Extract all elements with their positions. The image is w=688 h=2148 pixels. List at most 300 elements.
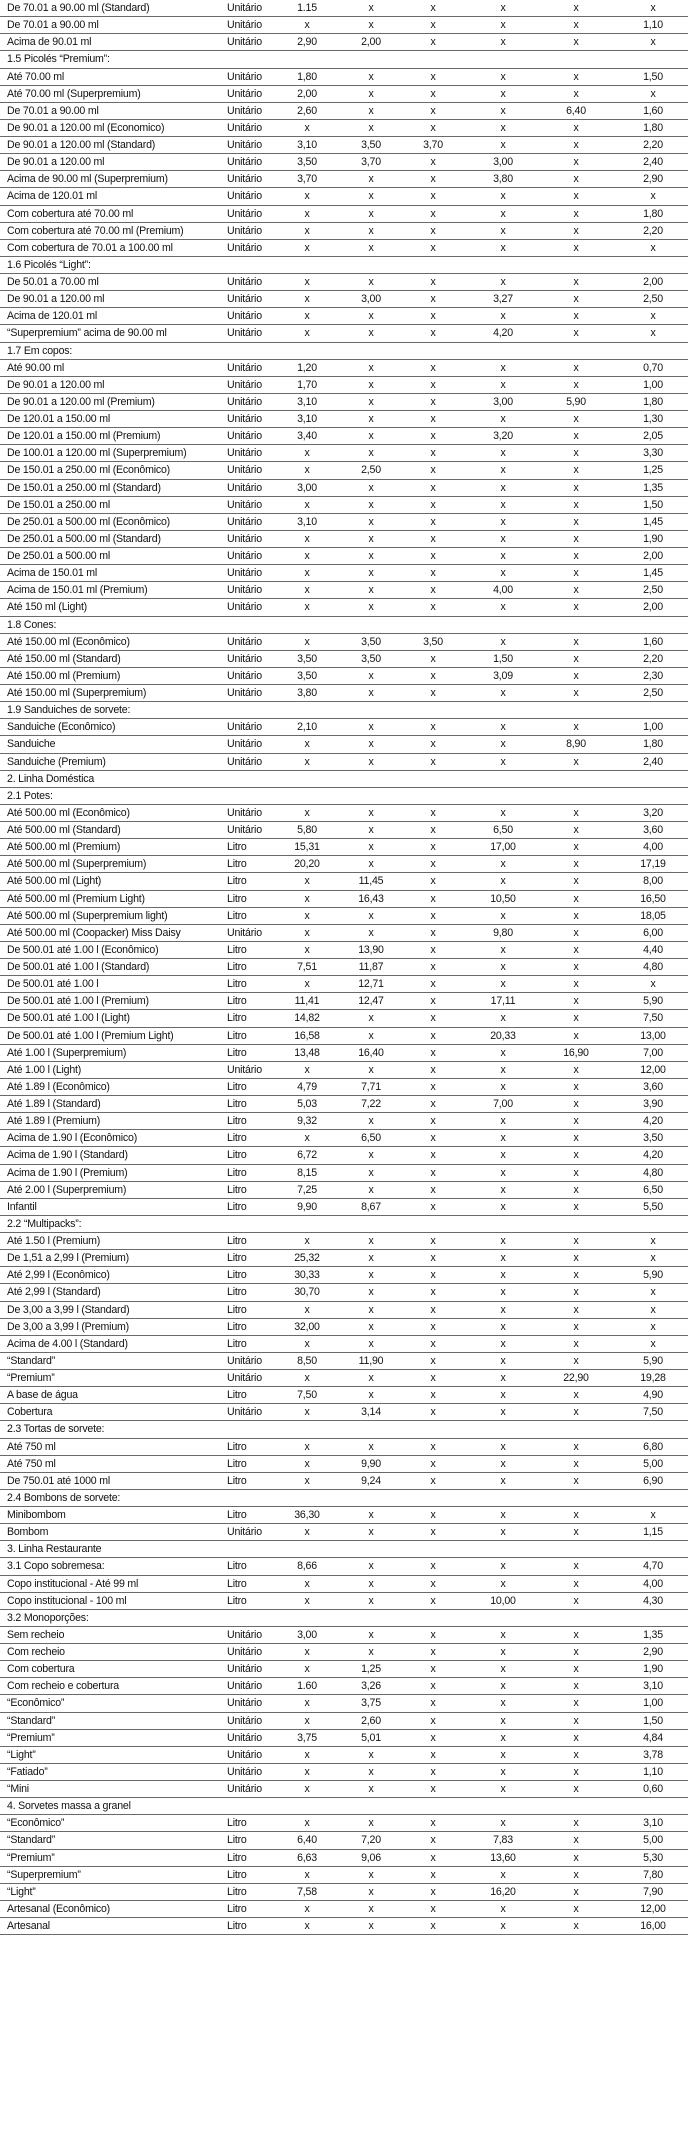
row-label: Até 2,99 l (Econômico) xyxy=(7,1269,110,1282)
price-cell-2: 1,25 xyxy=(361,1663,381,1676)
price-cell-3: x xyxy=(430,481,436,494)
row-label: Cobertura xyxy=(7,1406,53,1419)
price-cell-2: x xyxy=(368,1337,374,1350)
section-heading-row xyxy=(0,51,688,68)
row-label: Acima de 90.00 ml (Superpremium) xyxy=(7,173,168,186)
price-cell-6: 5,00 xyxy=(643,1834,663,1847)
price-cell-1: x xyxy=(304,1902,310,1915)
price-cell-4: x xyxy=(500,1012,506,1025)
price-cell-4: x xyxy=(500,635,506,648)
price-cell-3: x xyxy=(430,1440,436,1453)
price-cell-2: 3,50 xyxy=(361,635,381,648)
table-row xyxy=(0,154,688,171)
price-cell-1: 11,41 xyxy=(294,995,320,1008)
price-cell-4: 3,27 xyxy=(493,293,513,306)
price-cell-6: 2,30 xyxy=(643,669,663,682)
price-cell-2: x xyxy=(368,738,374,751)
price-cell-1: x xyxy=(304,1337,310,1350)
price-cell-3: x xyxy=(430,1389,436,1402)
table-row xyxy=(0,514,688,531)
price-cell-6: x xyxy=(650,1286,656,1299)
table-row xyxy=(0,291,688,308)
price-cell-5: x xyxy=(573,1320,579,1333)
price-cell-2: x xyxy=(368,1166,374,1179)
price-cell-1: 1,20 xyxy=(297,361,317,374)
price-cell-6: 6,80 xyxy=(643,1440,663,1453)
row-unit: Unitário xyxy=(227,601,262,614)
price-cell-5: x xyxy=(573,1029,579,1042)
price-cell-1: x xyxy=(304,875,310,888)
price-cell-2: 3,14 xyxy=(361,1406,381,1419)
table-row xyxy=(0,1884,688,1901)
row-label: Artesanal xyxy=(7,1920,50,1932)
row-label: Até 500.00 ml (Coopacker) Miss Daisy xyxy=(7,926,181,939)
row-label: Até 70.00 ml (Superpremium) xyxy=(7,87,141,100)
price-cell-1: x xyxy=(304,1920,310,1932)
price-cell-2: 9,06 xyxy=(361,1851,381,1864)
price-cell-2: x xyxy=(368,687,374,699)
table-row xyxy=(0,497,688,514)
row-unit: Litro xyxy=(227,1132,247,1145)
price-cell-5: x xyxy=(573,601,579,614)
price-cell-1: 3,50 xyxy=(297,652,317,665)
price-cell-2: x xyxy=(368,584,374,597)
price-cell-1: x xyxy=(304,755,310,768)
price-cell-4: x xyxy=(500,2,506,14)
price-cell-3: x xyxy=(430,806,436,819)
price-cell-1: x xyxy=(304,224,310,237)
price-cell-5: x xyxy=(573,943,579,956)
price-cell-1: x xyxy=(304,447,310,460)
price-cell-5: x xyxy=(573,1457,579,1470)
price-cell-4: x xyxy=(500,104,506,117)
price-cell-3: x xyxy=(430,1680,436,1693)
row-label: “Premium” xyxy=(7,1731,55,1744)
price-cell-3: x xyxy=(430,224,436,237)
price-cell-6: x xyxy=(650,2,656,14)
table-row xyxy=(0,925,688,942)
row-unit: Unitário xyxy=(227,1063,262,1076)
price-cell-6: 7,00 xyxy=(643,1046,663,1059)
price-cell-6: 1,00 xyxy=(643,378,663,391)
row-label: De 3,00 a 3,99 l (Standard) xyxy=(7,1303,130,1316)
price-cell-5: x xyxy=(573,413,579,425)
price-cell-1: x xyxy=(304,1783,310,1795)
row-label: 2.3 Tortas de sorvete: xyxy=(7,1423,105,1436)
row-label: “Premium” xyxy=(7,1851,55,1864)
table-row xyxy=(0,411,688,428)
price-cell-2: x xyxy=(368,19,374,32)
price-cell-2: x xyxy=(368,1440,374,1453)
price-cell-2: x xyxy=(368,1063,374,1076)
section-heading-row xyxy=(0,788,688,805)
price-cell-3: x xyxy=(430,584,436,597)
table-row xyxy=(0,1747,688,1764)
price-cell-6: 2,05 xyxy=(643,430,663,443)
price-cell-4: x xyxy=(500,1320,506,1333)
table-row xyxy=(0,1199,688,1216)
row-label: Até 1.89 l (Premium) xyxy=(7,1115,101,1128)
price-cell-4: x xyxy=(500,1252,506,1265)
row-label: “Standard” xyxy=(7,1354,56,1367)
price-cell-1: 7,51 xyxy=(297,961,317,973)
price-cell-6: 4,30 xyxy=(643,1594,663,1607)
price-cell-3: x xyxy=(430,361,436,374)
row-label: Até 500.00 ml (Superpremium) xyxy=(7,858,147,871)
price-cell-4: x xyxy=(500,1765,506,1778)
price-cell-1: 3,00 xyxy=(297,1628,317,1641)
price-cell-4: x xyxy=(500,1406,506,1419)
price-cell-4: x xyxy=(500,1868,506,1881)
price-cell-6: 3,60 xyxy=(643,824,663,836)
section-heading-row xyxy=(0,1610,688,1627)
price-cell-5: x xyxy=(573,1714,579,1727)
price-cell-5: x xyxy=(573,515,579,528)
price-cell-4: x xyxy=(500,1509,506,1521)
row-unit: Unitário xyxy=(227,1783,262,1795)
row-unit: Litro xyxy=(227,1885,247,1898)
row-unit: Unitário xyxy=(227,361,262,374)
row-unit: Litro xyxy=(227,1560,247,1573)
table-row xyxy=(0,1404,688,1421)
row-label: “Premium” xyxy=(7,1372,55,1384)
row-label: “Light” xyxy=(7,1748,36,1761)
price-cell-4: x xyxy=(500,601,506,614)
row-unit: Unitário xyxy=(227,447,262,460)
price-cell-1: x xyxy=(304,1406,310,1419)
price-cell-2: x xyxy=(368,909,374,922)
row-unit: Unitário xyxy=(227,1628,262,1641)
row-unit: Litro xyxy=(227,995,247,1008)
row-label: Até 500.00 ml (Standard) xyxy=(7,824,121,836)
price-cell-5: x xyxy=(573,926,579,939)
price-cell-6: 2,50 xyxy=(643,687,663,699)
price-cell-2: x xyxy=(368,1902,374,1915)
price-cell-4: x xyxy=(500,121,506,134)
price-cell-5: x xyxy=(573,1851,579,1864)
price-cell-2: x xyxy=(368,841,374,854)
row-unit: Litro xyxy=(227,961,247,973)
price-cell-5: x xyxy=(573,584,579,597)
price-cell-6: 12,00 xyxy=(640,1063,666,1076)
row-unit: Unitário xyxy=(227,806,262,819)
price-cell-4: 13,60 xyxy=(490,1851,516,1864)
row-label: Acima de 120.01 ml xyxy=(7,190,98,203)
row-label: Sanduiche xyxy=(7,738,56,751)
table-row xyxy=(0,1267,688,1284)
row-label: Até 1.89 l (Standard) xyxy=(7,1098,101,1110)
price-cell-2: x xyxy=(368,1577,374,1590)
price-cell-2: 3,70 xyxy=(361,156,381,169)
price-cell-6: 3,30 xyxy=(643,447,663,460)
row-unit: Litro xyxy=(227,1166,247,1179)
row-unit: Litro xyxy=(227,1920,247,1932)
price-cell-2: x xyxy=(368,378,374,391)
price-cell-5: x xyxy=(573,1560,579,1573)
section-heading-row xyxy=(0,343,688,360)
price-cell-6: 1,60 xyxy=(643,635,663,648)
price-cell-1: 8,50 xyxy=(297,1354,317,1367)
row-label: Com cobertura xyxy=(7,1663,75,1676)
price-cell-3: x xyxy=(430,1286,436,1299)
price-cell-2: x xyxy=(368,1509,374,1521)
price-cell-3: x xyxy=(430,87,436,100)
price-cell-2: x xyxy=(368,310,374,323)
price-cell-6: 1,30 xyxy=(643,413,663,425)
price-cell-2: x xyxy=(368,190,374,203)
table-row xyxy=(0,531,688,548)
row-unit: Litro xyxy=(227,1851,247,1864)
row-unit: Unitário xyxy=(227,139,262,151)
price-cell-2: x xyxy=(368,1817,374,1830)
price-cell-1: 16,58 xyxy=(294,1029,320,1042)
row-unit: Unitário xyxy=(227,1646,262,1658)
row-label: Até 500.00 ml (Econômico) xyxy=(7,806,130,819)
row-unit: Litro xyxy=(227,1183,247,1196)
price-cell-1: 4,79 xyxy=(297,1080,317,1093)
row-unit: Litro xyxy=(227,1252,247,1265)
price-cell-5: x xyxy=(573,858,579,871)
price-cell-6: x xyxy=(650,1509,656,1521)
price-cell-6: 1,10 xyxy=(643,1765,663,1778)
price-cell-3: x xyxy=(430,430,436,443)
price-cell-5: x xyxy=(573,121,579,134)
row-unit: Litro xyxy=(227,1577,247,1590)
table-row xyxy=(0,856,688,873)
price-cell-2: 2,60 xyxy=(361,1714,381,1727)
row-unit: Unitário xyxy=(227,687,262,699)
row-unit: Unitário xyxy=(227,652,262,665)
price-cell-1: x xyxy=(304,1594,310,1607)
table-row xyxy=(0,1370,688,1387)
price-cell-6: 6,00 xyxy=(643,926,663,939)
row-unit: Litro xyxy=(227,1012,247,1025)
price-cell-4: x xyxy=(500,550,506,562)
row-label: Até 1.00 l (Light) xyxy=(7,1063,82,1076)
price-cell-1: x xyxy=(304,1663,310,1676)
price-cell-3: x xyxy=(430,858,436,871)
row-label: De 500.01 até 1.00 l (Econômico) xyxy=(7,943,159,956)
price-cell-1: 2,60 xyxy=(297,104,317,117)
price-cell-6: 5,00 xyxy=(643,1457,663,1470)
row-label: 1.6 Picolés “Light”: xyxy=(7,258,91,271)
price-cell-2: x xyxy=(368,70,374,83)
row-unit: Unitário xyxy=(227,755,262,768)
price-cell-5: x xyxy=(573,1132,579,1145)
price-cell-4: 1,50 xyxy=(493,652,513,665)
price-cell-3: x xyxy=(430,1063,436,1076)
row-unit: Litro xyxy=(227,892,247,905)
table-row xyxy=(0,1113,688,1130)
price-cell-3: x xyxy=(430,1783,436,1795)
price-cell-3: x xyxy=(430,1817,436,1830)
price-cell-1: x xyxy=(304,926,310,939)
price-cell-5: x xyxy=(573,1474,579,1487)
price-cell-5: x xyxy=(573,567,579,580)
price-cell-2: x xyxy=(368,601,374,614)
table-row xyxy=(0,1456,688,1473)
table-row xyxy=(0,873,688,890)
row-label: De 250.01 a 500.00 ml (Econômico) xyxy=(7,515,170,528)
price-cell-2: 11,87 xyxy=(358,961,384,973)
price-cell-4: x xyxy=(500,738,506,751)
price-cell-5: x xyxy=(573,550,579,562)
price-cell-4: x xyxy=(500,978,506,991)
row-label: Sanduiche (Econômico) xyxy=(7,721,116,734)
price-cell-3: x xyxy=(430,121,436,134)
row-unit: Litro xyxy=(227,1320,247,1333)
table-row xyxy=(0,1644,688,1661)
table-row xyxy=(0,548,688,565)
table-row xyxy=(0,1336,688,1353)
price-cell-4: x xyxy=(500,1080,506,1093)
price-cell-4: x xyxy=(500,1440,506,1453)
price-cell-1: 8,15 xyxy=(297,1166,317,1179)
row-label: De 150.01 a 250.00 ml (Standard) xyxy=(7,481,161,494)
section-heading-row xyxy=(0,257,688,274)
price-cell-1: 3,50 xyxy=(297,669,317,682)
row-unit: Litro xyxy=(227,858,247,871)
row-label: Copo institucional - 100 ml xyxy=(7,1594,127,1607)
price-cell-1: 3,10 xyxy=(297,139,317,151)
price-cell-2: 3,00 xyxy=(361,293,381,306)
price-cell-1: 13,48 xyxy=(294,1046,320,1059)
price-cell-1: x xyxy=(304,310,310,323)
row-label: De 90.01 a 120.00 ml xyxy=(7,156,105,169)
price-cell-3: x xyxy=(430,961,436,973)
price-cell-5: x xyxy=(573,1885,579,1898)
price-cell-4: x xyxy=(500,1115,506,1128)
price-cell-1: x xyxy=(304,909,310,922)
row-unit: Unitário xyxy=(227,1406,262,1419)
table-row xyxy=(0,1096,688,1113)
table-row xyxy=(0,480,688,497)
price-cell-1: x xyxy=(304,635,310,648)
row-label: De 750.01 até 1000 ml xyxy=(7,1474,110,1487)
price-cell-1: 15,31 xyxy=(294,841,320,854)
price-cell-5: x xyxy=(573,1098,579,1110)
price-cell-5: x xyxy=(573,1680,579,1693)
price-cell-5: 8,90 xyxy=(566,738,586,751)
price-cell-2: x xyxy=(368,87,374,100)
table-row xyxy=(0,445,688,462)
table-row xyxy=(0,86,688,103)
price-cell-1: 3,10 xyxy=(297,413,317,425)
row-label: De 3,00 a 3,99 l (Premium) xyxy=(7,1320,129,1333)
row-unit: Litro xyxy=(227,909,247,922)
price-cell-5: x xyxy=(573,1354,579,1367)
price-cell-1: 3,10 xyxy=(297,395,317,408)
price-cell-4: x xyxy=(500,515,506,528)
price-cell-1: x xyxy=(304,1372,310,1384)
price-cell-5: x xyxy=(573,139,579,151)
price-cell-4: x xyxy=(500,1166,506,1179)
row-label: “Fatiado” xyxy=(7,1765,48,1778)
row-label: De 500.01 até 1.00 l (Standard) xyxy=(7,961,150,973)
price-cell-5: x xyxy=(573,327,579,340)
price-cell-6: 3,60 xyxy=(643,1080,663,1093)
price-cell-3: x xyxy=(430,1628,436,1641)
price-cell-4: 3,00 xyxy=(493,156,513,169)
price-cell-3: x xyxy=(430,413,436,425)
row-label: Até 750 ml xyxy=(7,1457,56,1470)
price-cell-4: x xyxy=(500,943,506,956)
price-cell-3: x xyxy=(430,841,436,854)
price-cell-5: x xyxy=(573,19,579,32)
table-row xyxy=(0,325,688,342)
price-cell-5: x xyxy=(573,173,579,186)
price-cell-5: x xyxy=(573,190,579,203)
row-label: Artesanal (Econômico) xyxy=(7,1902,110,1915)
table-row xyxy=(0,462,688,479)
price-cell-1: x xyxy=(304,1577,310,1590)
price-cell-5: x xyxy=(573,1269,579,1282)
price-cell-3: x xyxy=(430,1320,436,1333)
price-cell-4: x xyxy=(500,276,506,288)
row-label: De 500.01 até 1.00 l (Premium) xyxy=(7,995,149,1008)
price-cell-1: 20,20 xyxy=(294,858,320,871)
table-row xyxy=(0,1850,688,1867)
price-cell-2: x xyxy=(368,1765,374,1778)
row-label: Até 150.00 ml (Premium) xyxy=(7,669,121,682)
price-cell-2: x xyxy=(368,926,374,939)
price-cell-4: 17,00 xyxy=(490,841,516,854)
price-cell-2: 3,50 xyxy=(361,139,381,151)
row-unit: Litro xyxy=(227,1594,247,1607)
price-cell-4: x xyxy=(500,1269,506,1282)
row-unit: Unitário xyxy=(227,1765,262,1778)
price-cell-4: x xyxy=(500,19,506,32)
price-cell-1: 30,70 xyxy=(294,1286,320,1299)
row-unit: Unitário xyxy=(227,824,262,836)
price-cell-2: 3,75 xyxy=(361,1697,381,1710)
row-label: Até 70.00 ml xyxy=(7,70,65,83)
row-unit: Litro xyxy=(227,1080,247,1093)
price-cell-1: x xyxy=(304,1765,310,1778)
price-cell-2: x xyxy=(368,721,374,734)
price-cell-4: x xyxy=(500,498,506,511)
row-label: De 70.01 a 90.00 ml xyxy=(7,19,99,32)
row-unit: Unitário xyxy=(227,19,262,32)
price-cell-2: 2,00 xyxy=(361,36,381,49)
price-cell-5: x xyxy=(573,1577,579,1590)
price-cell-5: x xyxy=(573,1509,579,1521)
row-unit: Litro xyxy=(227,1474,247,1487)
row-label: Acima de 120.01 ml xyxy=(7,310,98,323)
row-unit: Litro xyxy=(227,978,247,991)
table-row xyxy=(0,1593,688,1610)
price-cell-4: 3,09 xyxy=(493,669,513,682)
price-cell-5: x xyxy=(573,498,579,511)
price-cell-3: x xyxy=(430,1354,436,1367)
row-unit: Unitário xyxy=(227,121,262,134)
row-unit: Litro xyxy=(227,1457,247,1470)
table-row xyxy=(0,1781,688,1798)
price-cell-1: x xyxy=(304,550,310,562)
price-cell-1: x xyxy=(304,1868,310,1881)
row-label: “Econômico” xyxy=(7,1697,65,1710)
price-cell-3: x xyxy=(430,2,436,14)
price-cell-3: x xyxy=(430,1560,436,1573)
row-unit: Litro xyxy=(227,943,247,956)
price-cell-1: x xyxy=(304,1474,310,1487)
price-cell-1: 3,10 xyxy=(297,515,317,528)
price-cell-3: x xyxy=(430,738,436,751)
price-cell-1: x xyxy=(304,601,310,614)
table-row xyxy=(0,1079,688,1096)
price-cell-1: 6,40 xyxy=(297,1834,317,1847)
table-row xyxy=(0,1010,688,1027)
